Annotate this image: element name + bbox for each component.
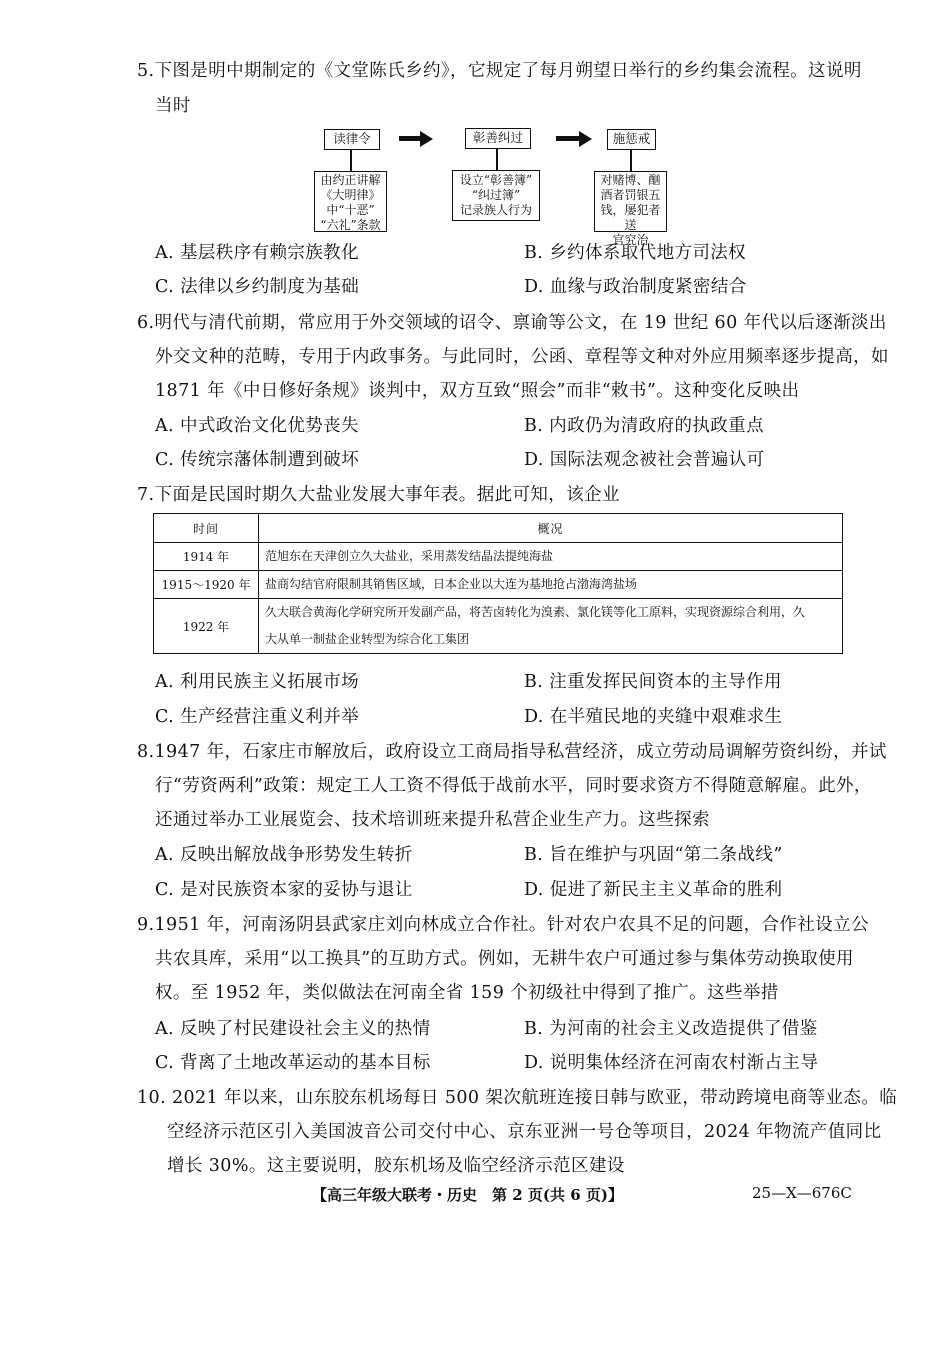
q5-stem-line2: 当时 [155, 96, 191, 116]
q10-stem-line1: 10. 2021 年以来，山东胶东机场每日 500 架次航班连接日韩与欧亚，带动跨境电商等业态。临 [137, 1088, 898, 1108]
q6-stem-line2: 外交文种的范畴，专用于内政事务。与此同时，公函、章程等文种对外应用频率逐步提高，如 [155, 347, 889, 367]
detail1-line: “六礼”条款 [320, 218, 381, 232]
flow-connector-3 [630, 150, 632, 171]
q6-option-a[interactable]: A. 中式政治文化优势丧失 [155, 416, 359, 436]
q7-option-a[interactable]: A. 利用民族主义拓展市场 [155, 672, 359, 692]
q10-stem-line2: 空经济示范区引入美国波音公司交付中心、京东亚洲一号仓等项目，2024 年物流产值同比 [167, 1122, 882, 1142]
flow-arrow-2 [556, 136, 580, 141]
q10-stem-line3: 增长 30%。这主要说明，胶东机场及临空经济示范区建设 [167, 1156, 625, 1176]
q8-stem-line2: 行“劳资两利”政策：规定工人工资不得低于战前水平，同时要求资方不得随意解雇。此外， [155, 776, 872, 796]
detail3-line: 钱，屡犯者送 [600, 203, 661, 232]
q5-option-d[interactable]: D. 血缘与政治制度紧密结合 [524, 277, 747, 297]
q9-stem-line2: 共农具库，采用“以工换具”的互助方式。例如，无耕牛农户可通过参与集体劳动换取使用 [155, 949, 854, 969]
q6-option-b[interactable]: B. 内政仍为清政府的执政重点 [524, 416, 764, 436]
table-row [154, 599, 843, 654]
table-cell-desc: 范旭东在天津创立久大盐业，采用蒸发结晶法提纯海盐 [259, 543, 843, 571]
table-header-row [154, 514, 843, 543]
flow-detail-2 [452, 170, 540, 221]
q5-stem-line1: 5.下图是明中期制定的《文堂陈氏乡约》，它规定了每月朔望日举行的乡约集会流程。这说明 [137, 61, 862, 81]
q7-stem: 7.下面是民国时期久大盐业发展大事年表。据此可知，该企业 [137, 485, 620, 505]
table-row [154, 543, 843, 571]
q7-option-d[interactable]: D. 在半殖民地的夹缝中艰难求生 [524, 707, 783, 727]
q9-stem-line3: 权。至 1952 年，类似做法在河南全省 159 个初级社中得到了推广。这些举措 [155, 983, 779, 1003]
q8-option-a[interactable]: A. 反映出解放战争形势发生转折 [155, 845, 413, 865]
q8-option-c[interactable]: C. 是对民族资本家的妥协与退让 [155, 880, 413, 900]
detail2-line: “纠过簿” [471, 188, 521, 202]
q5-option-a[interactable]: A. 基层秩序有赖宗族教化 [155, 243, 359, 263]
table-cell-desc: 盐商勾结官府限制其销售区域，日本企业以大连为基地抢占渤海湾盐场 [259, 571, 843, 599]
page-footer-title: 【高三年级大联考・历史 第 2 页(共 6 页)】 [312, 1186, 623, 1204]
detail2-line: 设立“彰善簿” [459, 173, 533, 187]
detail3-line: 官究治 [612, 233, 649, 247]
flow-step-praise-correct: 彰善纠过 [465, 128, 531, 149]
table-cell-time: 1922 年 [154, 599, 259, 654]
table-row [154, 571, 843, 599]
q7-option-c[interactable]: C. 生产经营注重义利并举 [155, 707, 360, 727]
q9-stem-line1: 9.1951 年，河南汤阴县武家庄刘向林成立合作社。针对农户农具不足的问题，合作社设立公 [137, 915, 869, 935]
q6-stem-line1: 6.明代与清代前期，常应用于外交领域的诏令、禀谕等公文，在 19 世纪 60 年代以后逐渐淡出 [137, 313, 887, 333]
q8-option-b[interactable]: B. 旨在维护与巩固“第二条战线” [524, 845, 783, 865]
flow-step-read-law: 读律令 [324, 129, 380, 150]
flow-detail-3 [594, 171, 667, 247]
q7-table [153, 513, 843, 654]
q9-option-a[interactable]: A. 反映了村民建设社会主义的热情 [155, 1019, 431, 1039]
q8-stem-line3: 还通过举办工业展览会、技术培训班来提升私营企业生产力。这些探索 [155, 810, 710, 830]
table-cell-time: 1914 年 [154, 543, 259, 571]
detail3-line: 酒者罚银五 [600, 188, 661, 202]
flow-connector-2 [496, 149, 498, 170]
q9-option-c[interactable]: C. 背离了土地改革运动的基本目标 [155, 1053, 431, 1073]
table-header-time: 时间 [154, 514, 259, 543]
q7-option-b[interactable]: B. 注重发挥民间资本的主导作用 [524, 672, 782, 692]
flow-connector-1 [350, 150, 352, 171]
q5-option-b[interactable]: B. 乡约体系取代地方司法权 [524, 243, 747, 263]
q9-option-d[interactable]: D. 说明集体经济在河南农村渐占主导 [524, 1053, 819, 1073]
detail1-line: 中“十恶” [326, 203, 375, 217]
q8-option-d[interactable]: D. 促进了新民主主义革命的胜利 [524, 880, 783, 900]
q6-stem-line3: 1871 年《中日修好条规》谈判中，双方互致“照会”而非“敕书”。这种变化反映出 [155, 381, 800, 401]
flow-detail-1 [314, 171, 387, 232]
q6-option-c[interactable]: C. 传统宗藩体制遭到破坏 [155, 450, 360, 470]
detail1-line: 《大明律》 [320, 188, 381, 202]
q6-option-d[interactable]: D. 国际法观念被社会普遍认可 [524, 450, 765, 470]
flow-arrow-1 [399, 136, 421, 141]
detail1-line: 由约正讲解 [320, 173, 381, 187]
table-cell-desc-line2: 大从单一制盐企业转型为综合化工集团 [265, 632, 470, 646]
q9-option-b[interactable]: B. 为河南的社会主义改造提供了借鉴 [524, 1019, 818, 1039]
detail3-line: 对赌博、酗 [600, 173, 661, 187]
table-header-desc: 概况 [259, 514, 843, 543]
page-footer-code: 25—X—676C [752, 1184, 852, 1202]
table-cell-desc-line1: 久大联合黄海化学研究所开发副产品，将苦卤转化为溴素、氯化镁等化工原料，实现资源综合利用，久 [265, 605, 806, 619]
q8-stem-line1: 8.1947 年，石家庄市解放后，政府设立工商局指导私营经济，成立劳动局调解劳资纠纷，并试 [137, 742, 887, 762]
detail2-line: 记录族人行为 [459, 203, 532, 217]
table-cell-desc [259, 599, 843, 654]
flow-step-punish: 施惩戒 [607, 129, 656, 150]
table-cell-time: 1915～1920 年 [154, 571, 259, 599]
q5-option-c[interactable]: C. 法律以乡约制度为基础 [155, 277, 360, 297]
